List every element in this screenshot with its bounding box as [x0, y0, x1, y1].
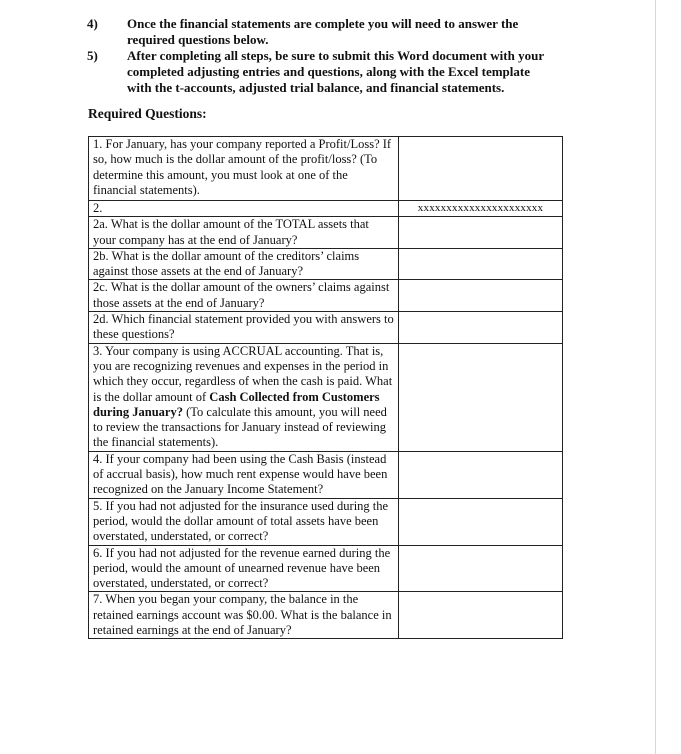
table-row: [89, 343, 563, 451]
page-edge: [655, 0, 656, 754]
question-5: 5. If you had not adjusted for the insurance used during the period, would the dollar amount of total assets have been overstated, understated, or correct?: [89, 498, 399, 545]
answer-cell-2b[interactable]: [399, 248, 563, 280]
question-3-bold-text: Cash Collected from Customers during January?: [93, 389, 380, 419]
question-2b: 2b. What is the dollar amount of the creditors’ claims against those assets at the end of January?: [89, 248, 399, 280]
question-7: 7. When you began your company, the balance in the retained earnings account was $0.00. What is the balance in retained earnings at the end of January?: [89, 592, 399, 639]
question-2a: 2a. What is the dollar amount of the TOTAL assets that your company has at the end of January?: [89, 217, 399, 249]
table-row: [89, 545, 563, 592]
answer-cell-7[interactable]: [399, 592, 563, 639]
question-3-text-cont: (To calculate this amount, you will need to review the transactions for January instead of reviewing the financial statements).: [93, 404, 387, 450]
table-row: [89, 451, 563, 498]
answer-cell-2-placeholder: xxxxxxxxxxxxxxxxxxxxxx: [399, 201, 563, 217]
step-number: 5): [87, 48, 98, 63]
question-2-label: 2.: [89, 201, 399, 217]
table-row: [89, 592, 563, 639]
answer-cell-2d[interactable]: [399, 312, 563, 344]
step-text: Once the financial statements are complete you will need to answer the required questions below.: [127, 16, 519, 47]
table-row: [89, 201, 563, 217]
answer-cell-2a[interactable]: [399, 217, 563, 249]
question-2c: 2c. What is the dollar amount of the owners’ claims against those assets at the end of January?: [89, 280, 399, 312]
required-questions-heading: Required Questions:: [88, 106, 207, 121]
question-6: 6. If you had not adjusted for the revenue earned during the period, would the amount of unearned revenue have been overstated, understated, or correct?: [89, 545, 399, 592]
answer-cell-3[interactable]: [399, 343, 563, 451]
question-4: 4. If your company had been using the Cash Basis (instead of accrual basis), how much rent expense would have been recognized on the January Income Statement?: [89, 451, 399, 498]
answer-cell-1[interactable]: [399, 137, 563, 201]
question-3: [89, 343, 399, 451]
question-2d: 2d. Which financial statement provided you with answers to these questions?: [89, 312, 399, 344]
instruction-step-4: [87, 16, 557, 48]
answer-cell-6[interactable]: [399, 545, 563, 592]
questions-table: [88, 136, 563, 639]
table-row: [89, 217, 563, 249]
table-row: [89, 280, 563, 312]
table-row: [89, 312, 563, 344]
answer-cell-2c[interactable]: [399, 280, 563, 312]
question-1: 1. For January, has your company reported a Profit/Loss? If so, how much is the dollar amount of the profit/loss? (To determine this amount, you must look at one of the financial statements).: [89, 137, 399, 201]
answer-cell-4[interactable]: [399, 451, 563, 498]
step-number: 4): [87, 16, 98, 31]
table-row: [89, 498, 563, 545]
table-row: [89, 248, 563, 280]
step-text: After completing all steps, be sure to submit this Word document with your completed adjusting entries and questions, along with the Excel template with the t-accounts, adjusted trial balance, and financial statements.: [127, 48, 544, 95]
answer-cell-5[interactable]: [399, 498, 563, 545]
question-3-text: 3. Your company is using ACCRUAL accounting. That is, you are recognizing revenues and expenses in the period in which they occur, regardless of when the cash is paid. What is the dollar amount of: [93, 343, 393, 404]
instruction-step-5: [87, 48, 557, 96]
table-row: [89, 137, 563, 201]
